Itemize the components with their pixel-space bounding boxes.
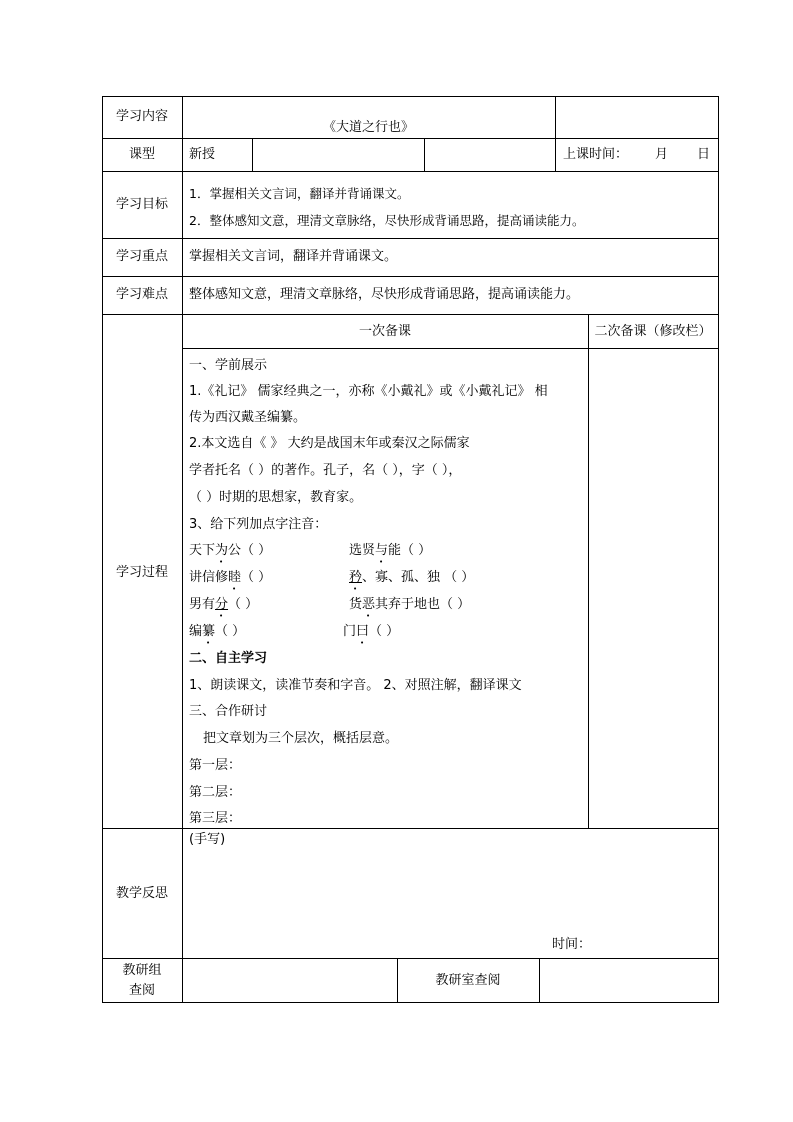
difficulty-text: 整体感知文意，理清文章脉络，尽快形成背诵思路，提高诵读能力。 <box>189 287 580 302</box>
dotted-char: 分 <box>215 597 229 612</box>
p1-line-1: 1.《礼记》 儒家经典之一，亦称《小戴礼》或《小戴礼记》 相 <box>189 384 548 399</box>
label-office-review: 教研室查阅 <box>435 973 501 988</box>
exercise-h: 门曰（ ） <box>343 624 400 639</box>
dotted-char: 为 <box>215 543 229 558</box>
prep-second-header: 二次备课（修改栏） <box>594 324 712 339</box>
section-3-line: 把文章划为三个层次，概括层意。 <box>203 731 399 746</box>
section-2-title: 二、自主学习 <box>189 651 268 666</box>
p1-line-2: 传为西汉戴圣编纂。 <box>189 410 307 425</box>
dotted-char: 睦 <box>228 570 242 585</box>
exercise-g: 编纂（ ） <box>189 624 246 639</box>
layer-3: 第三层： <box>189 811 242 826</box>
dotted-char: 恶 <box>362 597 376 612</box>
exercise-b: 选贤与能（ ） <box>349 543 432 558</box>
label-reflection: 教学反思 <box>115 886 168 901</box>
class-time-month: 月 <box>655 147 669 162</box>
dotted-char: 纂 <box>202 624 216 639</box>
p2-line-1: 2.本文选自《 》 大约是战国末年或秦汉之际儒家 <box>189 436 470 451</box>
lesson-title: 《大道之行也》 <box>322 120 414 135</box>
dotted-char: 与 <box>375 543 389 558</box>
exercise-d: 矜、寡、孤、独 （ ） <box>349 570 475 585</box>
p2-line-2: 学者托名（ ）的著作。孔子，名（ ），字（ ）， <box>189 463 462 478</box>
exercise-c: 讲信修睦（ ） <box>189 570 272 585</box>
reflection-note: (手写) <box>189 832 226 847</box>
exercise-f: 货恶其弃于地也（ ） <box>349 597 471 612</box>
layer-2: 第二层： <box>189 785 242 800</box>
class-time-label: 上课时间： <box>563 147 629 162</box>
reflection-time-label: 时间： <box>552 937 592 952</box>
p3-title: 3、给下列加点字注音： <box>189 517 328 532</box>
goal-2: 2．整体感知文意，理清文章脉络，尽快形成背诵思路，提高诵读能力。 <box>189 213 585 228</box>
section-3-title: 三、合作研讨 <box>189 704 268 719</box>
focus-text: 掌握相关文言词，翻译并背诵课文。 <box>189 249 398 264</box>
label-difficulty: 学习难点 <box>115 287 168 302</box>
layer-1: 第一层： <box>189 758 242 773</box>
section-2-line: 1、朗读课文，读准节奏和字音。 2、对照注解，翻译课文 <box>189 678 522 693</box>
goal-1: 1．掌握相关文言词，翻译并背诵课文。 <box>189 186 410 201</box>
label-process: 学习过程 <box>115 565 168 580</box>
dotted-char: 曰 <box>356 624 370 639</box>
class-time-day: 日 <box>697 147 711 162</box>
label-group-review-1: 教研组 <box>122 963 162 978</box>
label-goals: 学习目标 <box>115 197 168 212</box>
label-focus: 学习重点 <box>115 249 168 264</box>
p2-line-3: （ ）时期的思想家，教育家。 <box>189 490 363 505</box>
exercise-a: 天下为公（ ） <box>189 543 272 558</box>
type-value: 新授 <box>189 147 216 162</box>
prep-first-header: 一次备课 <box>358 324 411 339</box>
exercise-e: 男有分（ ） <box>189 597 259 612</box>
section-1-title: 一、学前展示 <box>189 358 268 373</box>
label-content: 学习内容 <box>115 109 168 124</box>
dotted-char: 矜 <box>349 570 363 585</box>
label-group-review-2: 查阅 <box>128 983 155 998</box>
label-type: 课型 <box>128 147 155 162</box>
